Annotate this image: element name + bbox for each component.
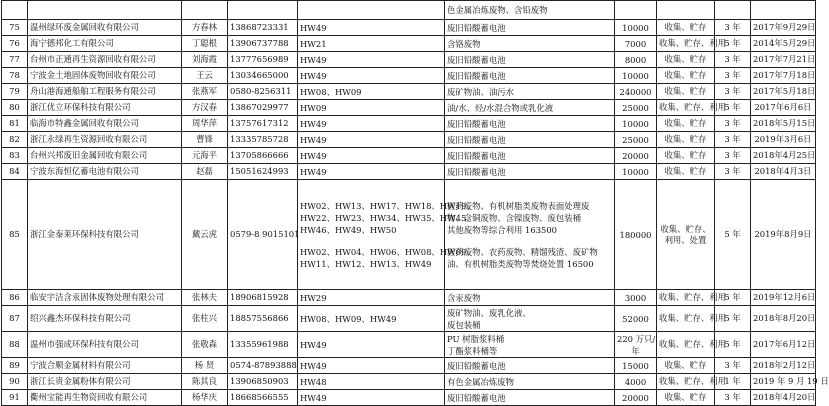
issue-date: 2019年12月6日 [751, 290, 816, 306]
capacity [615, 332, 657, 358]
capacity-line: 7000 [624, 38, 647, 49]
capacity [615, 132, 657, 148]
operation-mode: 收集、贮存、利用 [657, 36, 715, 52]
row-number: 84 [2, 164, 28, 180]
waste-names-line: 废包装桶 [447, 319, 481, 330]
waste-codes [298, 132, 445, 148]
waste-codes [298, 180, 475, 290]
waste-codes-line: HW08、HW09 [300, 86, 362, 97]
waste-names [445, 148, 615, 164]
operation-mode: 收集、贮存、利用 [657, 332, 715, 358]
issue-date: 2017年6月6日 [751, 100, 816, 116]
capacity-line: 25000 [622, 134, 649, 145]
phone-number: 13355961988 [228, 332, 298, 358]
contact-person: 张敬森 [182, 332, 228, 358]
validity-years: 5 年 [715, 332, 751, 358]
company-name: 海宁德邦化工有限公司 [28, 36, 182, 52]
waste-names-line: 含铬废物 [447, 38, 481, 49]
operation-mode: 收集、贮存 [657, 390, 715, 406]
waste-names [445, 290, 615, 306]
capacity-line: 10000 [622, 118, 649, 129]
contact-person: 丁聪根 [182, 36, 228, 52]
waste-names [445, 52, 615, 68]
waste-codes-line: HW46、HW49、HW50 [300, 224, 397, 235]
table-row [2, 116, 816, 132]
issue-date: 2017年7月18日 [751, 68, 816, 84]
table-row [2, 148, 816, 164]
waste-codes-line: HW02、HW13、HW17、HW18、HW19、 [300, 200, 475, 211]
contact-person: 刘海霞 [182, 52, 228, 68]
validity-years: 5 年 [715, 290, 751, 306]
row-number: 76 [2, 36, 28, 52]
waste-codes [298, 20, 445, 36]
operation-mode: 收集、贮存 [657, 164, 715, 180]
capacity-line: 4000 [624, 376, 647, 387]
capacity [615, 52, 657, 68]
permit-table-page [1, 0, 829, 406]
operation-mode: 收集、贮存 [657, 358, 715, 374]
company-name: 浙江优立环保科技有限公司 [28, 100, 182, 116]
capacity-line: 52000 [622, 313, 649, 324]
waste-codes-line: HW49 [300, 22, 327, 33]
capacity [615, 390, 657, 406]
waste-names-line: 废旧铅酸蓄电池 [447, 54, 506, 65]
contact-person: 张柱兴 [182, 306, 228, 332]
contact-person: 张燕军 [182, 84, 228, 100]
operation-mode: 收集、贮存、利用 [657, 100, 715, 116]
phone-number: 13777656989 [228, 52, 298, 68]
contact-person: 曹锋 [182, 132, 228, 148]
capacity [615, 20, 657, 36]
table-row [2, 36, 816, 52]
waste-codes [298, 84, 445, 100]
validity-years: 3 年 [715, 116, 751, 132]
company-name: 台州市正通再生资源回收有限公司 [28, 52, 182, 68]
capacity-line: 3000 [624, 292, 647, 303]
contact-person: 方汉春 [182, 100, 228, 116]
waste-names-line: 丁酯浆料桶等 [447, 345, 498, 356]
issue-date: 2019年8月9日 [751, 180, 816, 290]
issue-date: 2018年4月3日 [751, 164, 816, 180]
capacity-line: 20000 [622, 150, 649, 161]
row-number: 90 [2, 374, 28, 390]
company-name: 温州市强成环保科技有限公司 [28, 332, 182, 358]
waste-names-line: 含汞废物 [447, 292, 481, 303]
capacity [615, 116, 657, 132]
row-number: 89 [2, 358, 28, 374]
waste-codes [298, 36, 445, 52]
waste-names-line: 废旧铅酸蓄电池 [447, 22, 506, 33]
table-row [2, 84, 816, 100]
row-number: 87 [2, 306, 28, 332]
phone-number: 18857556866 [228, 306, 298, 332]
waste-names [445, 332, 615, 358]
operation-mode: 收集、贮存、利用 [657, 290, 715, 306]
phone-number: 0579-8 9015101 [228, 180, 298, 290]
phone-number: 13867029977 [228, 100, 298, 116]
issue-date: 2018年5月15日 [751, 116, 816, 132]
capacity [615, 84, 657, 100]
capacity-line: 180000 [619, 229, 652, 240]
operation-mode: 收集、贮存 [657, 68, 715, 84]
waste-names-line: 物、含铜废物、含镍废物、废包装桶 [447, 212, 581, 223]
validity-years: 5 年 [715, 100, 751, 116]
contact-person: 周华萍 [182, 116, 228, 132]
company-name: 临海市特鑫金属回收有限公司 [28, 116, 182, 132]
waste-names [445, 20, 615, 36]
issue-date: 2017年5月18日 [751, 84, 816, 100]
row-number: 88 [2, 332, 28, 358]
waste-names-line: 废旧铅酸蓄电池 [447, 166, 506, 177]
issue-date: 2019 年 9 月 19 日 [751, 374, 816, 390]
waste-codes [298, 374, 445, 390]
company-name: 宁波合顺金属材料有限公司 [28, 358, 182, 374]
waste-names-line: 废矿物油、油污水 [447, 86, 514, 97]
capacity [615, 374, 657, 390]
waste-names [445, 358, 615, 374]
operation-mode: 收集、贮存 [657, 116, 715, 132]
waste-names-line: 废矿物油、废乳化液、 [447, 307, 531, 318]
validity-years: 3 年 [715, 164, 751, 180]
capacity-line: 20000 [622, 392, 649, 403]
validity-years: 3 年 [715, 68, 751, 84]
waste-codes [298, 332, 445, 358]
phone-number: 18668566555 [228, 390, 298, 406]
waste-codes-line: HW49 [300, 392, 327, 403]
table-row [2, 132, 816, 148]
contact-person: 杨华庆 [182, 390, 228, 406]
waste-names-line: 废旧铅酸蓄电池 [447, 70, 506, 81]
capacity-line: 年 [631, 345, 640, 356]
waste-names [445, 84, 615, 100]
waste-names [445, 306, 615, 332]
waste-names [445, 116, 615, 132]
table-row [2, 20, 816, 36]
row-number: 91 [2, 390, 28, 406]
company-name: 浙江金泰莱环保科技有限公司 [28, 180, 182, 290]
table-row [2, 390, 816, 406]
issue-date: 2018年4月25日 [751, 148, 816, 164]
table-row [2, 164, 816, 180]
row-number: 79 [2, 84, 28, 100]
phone-number: 13757617312 [228, 116, 298, 132]
waste-names-line: 其他废物等综合利用 163500 [447, 224, 558, 235]
waste-names-line [447, 236, 612, 246]
contact-person: 王云 [182, 68, 228, 84]
phone-number: 13705866666 [228, 148, 298, 164]
table-row [2, 180, 816, 290]
waste-names-line: 油、有机树脂类废物等焚烧处置 16500 [447, 258, 594, 269]
capacity [615, 148, 657, 164]
waste-codes [298, 390, 445, 406]
company-name: 衢州宝能再生物资回收有限公司 [28, 390, 182, 406]
waste-codes-line: HW11、HW12、HW13、HW49 [300, 258, 432, 269]
table-row [2, 306, 816, 332]
company-name: 临安宇洁含汞固体废物处理有限公司 [28, 290, 182, 306]
phone-number: 13034665000 [228, 68, 298, 84]
capacity [615, 290, 657, 306]
capacity-line: 240000 [619, 86, 652, 97]
capacity-line: 8000 [624, 54, 647, 65]
operation-mode: 收集、贮存 [657, 52, 715, 68]
waste-names-line: 医药废物、农药废物、精馏残渣、废矿物 [447, 246, 598, 257]
row-number: 81 [2, 116, 28, 132]
phone-number: 0574-87893888 [228, 358, 298, 374]
table-row [2, 358, 816, 374]
waste-names-line: 废旧铅酸蓄电池 [447, 118, 506, 129]
capacity [615, 306, 657, 332]
company-name: 舟山港海通船舶工程服务有限公司 [28, 84, 182, 100]
waste-codes-line: HW49 [300, 339, 327, 350]
waste-codes-line: HW49 [300, 54, 327, 65]
phone-number: 18906815928 [228, 290, 298, 306]
row-number: 85 [2, 180, 28, 290]
waste-names-line: 废旧铅酸蓄电池 [447, 392, 506, 403]
waste-codes-line: HW49 [300, 150, 327, 161]
phone-number: 13906737788 [228, 36, 298, 52]
contact-person: 张林夫 [182, 290, 228, 306]
capacity-line: 15000 [622, 360, 649, 371]
validity-years: 3 年 [715, 148, 751, 164]
capacity [615, 358, 657, 374]
contact-person: 元海平 [182, 148, 228, 164]
phone-number: 13868723331 [228, 20, 298, 36]
waste-codes-line [300, 236, 442, 246]
waste-codes [298, 148, 445, 164]
waste-codes-line: HW29 [300, 292, 327, 303]
row-number: 86 [2, 290, 28, 306]
capacity [615, 100, 657, 116]
waste-codes [298, 164, 445, 180]
waste-codes-line: HW22、HW23、HW34、HW35、HW45、 [300, 212, 475, 223]
waste-names-line: 废旧铅酸蓄电池 [447, 150, 506, 161]
issue-date: 2018年2月12日 [751, 358, 816, 374]
waste-names [445, 68, 615, 84]
waste-names-line: 医药废物、有机树脂类废物表面处理废 [447, 200, 590, 211]
table-row [2, 332, 816, 358]
capacity-line: 10000 [622, 166, 649, 177]
capacity [615, 164, 657, 180]
issue-date: 2017年6月12日 [751, 332, 816, 358]
row-number: 83 [2, 148, 28, 164]
issue-date: 2018年8月20日 [751, 306, 816, 332]
waste-names-line: 油/水、烃/水混合物或乳化液 [447, 102, 554, 113]
company-name: 浙江长贵金属粉体有限公司 [28, 374, 182, 390]
waste-names-line: PU 树脂浆料桶 [447, 333, 505, 344]
operation-mode: 收集、贮存 [657, 132, 715, 148]
waste-codes-line: HW49 [300, 70, 327, 81]
waste-names [445, 180, 615, 290]
row-number: 82 [2, 132, 28, 148]
table-row [2, 100, 816, 116]
waste-codes-line: HW09 [300, 102, 327, 113]
company-name: 宁波东海恒亿蓄电池有限公司 [28, 164, 182, 180]
table-body [2, 1, 829, 406]
waste-names-line: 废旧铅酸蓄电池 [447, 134, 506, 145]
validity-years: 1 年 [715, 374, 751, 390]
capacity [615, 68, 657, 84]
waste-names [445, 390, 615, 406]
issue-date: 2017年9月29日 [751, 20, 816, 36]
operation-mode: 收集、贮存 [657, 148, 715, 164]
contact-person: 赵磊 [182, 164, 228, 180]
issue-date: 2019年3月6日 [751, 132, 816, 148]
validity-years: 3 年 [715, 20, 751, 36]
waste-codes [298, 358, 445, 374]
operation-mode: 收集、贮存、利用、处置 [657, 180, 715, 290]
row-number: 80 [2, 100, 28, 116]
issue-date: 2014年5月29日 [751, 36, 816, 52]
contact-person: 方春林 [182, 20, 228, 36]
phone-number: 13335785728 [228, 132, 298, 148]
waste-codes-line: HW49 [300, 118, 327, 129]
company-name: 浙江永绿再生资源回收有限公司 [28, 132, 182, 148]
waste-codes-line: HW49 [300, 166, 327, 177]
row-number: 77 [2, 52, 28, 68]
waste-codes-line: HW08、HW09、HW49 [300, 313, 397, 324]
validity-years: 5 年 [715, 306, 751, 332]
operation-mode: 收集、贮存 [657, 20, 715, 36]
waste-name-cell: 色金属冶炼废物、含铅废物 [445, 1, 615, 20]
company-name: 绍兴鑫杰环保科技有限公司 [28, 306, 182, 332]
capacity [615, 36, 657, 52]
phone-number: 15051624993 [228, 164, 298, 180]
capacity-line: 220 万只/ [617, 333, 656, 344]
waste-codes-line: HW49 [300, 360, 327, 371]
contact-person: 陈其良 [182, 374, 228, 390]
capacity-line: 25000 [622, 102, 649, 113]
waste-codes-line: HW49 [300, 134, 327, 145]
waste-codes [298, 116, 445, 132]
validity-years: 3 年 [715, 52, 751, 68]
validity-years: 3 年 [715, 358, 751, 374]
validity-years: 3 年 [715, 132, 751, 148]
waste-codes [298, 52, 445, 68]
capacity-line: 10000 [622, 22, 649, 33]
row-number: 75 [2, 20, 28, 36]
phone-number: 0580-8256311 [228, 84, 298, 100]
capacity-line: 10000 [622, 70, 649, 81]
waste-codes-line: HW48 [300, 376, 327, 387]
company-name: 温州绿环废金属回收有限公司 [28, 20, 182, 36]
waste-names [445, 100, 615, 116]
company-name: 台州兴邦废旧金属回收有限公司 [28, 148, 182, 164]
waste-names [445, 374, 615, 390]
waste-codes [298, 100, 445, 116]
waste-codes-line: HW02、HW04、HW06、HW08、HW09、 [300, 246, 475, 257]
table-row [2, 290, 816, 306]
validity-years: 5 年 [715, 180, 751, 290]
waste-names-line: 废旧铅酸蓄电池 [447, 360, 506, 371]
validity-years: 3 年 [715, 84, 751, 100]
capacity [615, 180, 657, 290]
contact-person: 杨 贤 [182, 358, 228, 374]
waste-codes [298, 68, 445, 84]
operation-mode: 收集、贮存、利用 [657, 374, 715, 390]
waste-names [445, 164, 615, 180]
waste-names [445, 36, 615, 52]
validity-years: 3 年 [715, 390, 751, 406]
company-name: 宁波金土地固体废物回收有限公司 [28, 68, 182, 84]
table-row [2, 52, 816, 68]
waste-codes [298, 290, 445, 306]
issue-date: 2018年4月20日 [751, 390, 816, 406]
table-row [2, 374, 816, 390]
validity-years: 5 年 [715, 36, 751, 52]
waste-codes-line: HW21 [300, 38, 327, 49]
waste-codes [298, 306, 445, 332]
contact-person: 戴云虎 [182, 180, 228, 290]
operation-mode: 收集、贮存 [657, 84, 715, 100]
table-row [2, 68, 816, 84]
operation-mode: 收集、贮存、利用 [657, 306, 715, 332]
waste-names-line: 有色金属冶炼废物 [447, 376, 514, 387]
phone-number: 13906850903 [228, 374, 298, 390]
issue-date: 2017年7月21日 [751, 52, 816, 68]
waste-names [445, 132, 615, 148]
row-number: 78 [2, 68, 28, 84]
hazardous-waste-permit-table [1, 0, 829, 406]
table-row-continued [2, 1, 816, 20]
